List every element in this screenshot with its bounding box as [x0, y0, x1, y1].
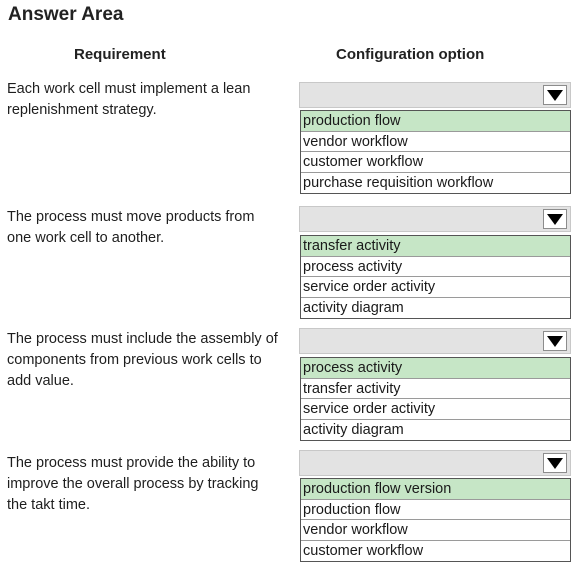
option-selected[interactable]: process activity [301, 358, 570, 379]
option-item[interactable]: activity diagram [303, 421, 404, 438]
option-item[interactable]: activity diagram [303, 299, 404, 316]
option-item[interactable]: service order activity [301, 399, 570, 420]
option-item[interactable]: production flow [301, 500, 570, 521]
requirement-text [7, 453, 297, 516]
option-item[interactable]: process activity [301, 257, 570, 278]
config-options-list-2 [300, 235, 571, 319]
option-item[interactable]: customer workflow [303, 542, 424, 559]
config-dropdown-3[interactable] [299, 328, 571, 354]
config-options-list-3 [300, 357, 571, 441]
triangle-down-icon [547, 335, 563, 347]
config-dropdown-4[interactable] [299, 450, 571, 476]
triangle-down-icon [547, 89, 563, 101]
config-dropdown-2[interactable] [299, 206, 571, 232]
requirement-line: Each work cell must implement a lean [7, 81, 251, 97]
requirement-text [7, 329, 297, 392]
dropdown-toggle-button[interactable] [543, 331, 567, 351]
requirement-line: the takt time. [7, 497, 91, 513]
option-item[interactable]: service order activity [301, 277, 570, 298]
option-item[interactable]: customer workflow [301, 152, 570, 173]
requirement-line: add value. [7, 373, 74, 389]
triangle-down-icon [547, 457, 563, 469]
dropdown-toggle-button[interactable] [543, 209, 567, 229]
triangle-down-icon [547, 213, 563, 225]
config-dropdown-1[interactable] [299, 82, 571, 108]
configuration-column-header: Configuration option [336, 46, 485, 63]
answer-area-title: Answer Area [8, 4, 124, 25]
option-item[interactable]: purchase requisition workflow [303, 174, 494, 191]
requirement-line: components from previous work cells to [7, 352, 262, 368]
requirement-line: The process must include the assembly of [7, 331, 278, 347]
option-item[interactable]: vendor workflow [301, 520, 570, 541]
requirement-line: improve the overall process by tracking [7, 476, 259, 492]
requirement-text [7, 79, 297, 121]
requirement-line: The process must move products from [7, 209, 255, 225]
config-options-list-4 [300, 478, 571, 562]
option-item[interactable]: vendor workflow [301, 132, 570, 153]
requirement-text [7, 207, 297, 249]
config-options-list-1 [300, 110, 571, 194]
requirement-line: replenishment strategy. [7, 102, 157, 118]
option-selected[interactable]: production flow version [301, 479, 570, 500]
option-selected[interactable]: production flow [301, 111, 570, 132]
requirement-line: The process must provide the ability to [7, 455, 256, 471]
requirement-line: one work cell to another. [7, 230, 165, 246]
dropdown-toggle-button[interactable] [543, 453, 567, 473]
requirement-column-header: Requirement [74, 46, 166, 63]
option-item[interactable]: transfer activity [301, 379, 570, 400]
option-selected[interactable]: transfer activity [301, 236, 570, 257]
dropdown-toggle-button[interactable] [543, 85, 567, 105]
